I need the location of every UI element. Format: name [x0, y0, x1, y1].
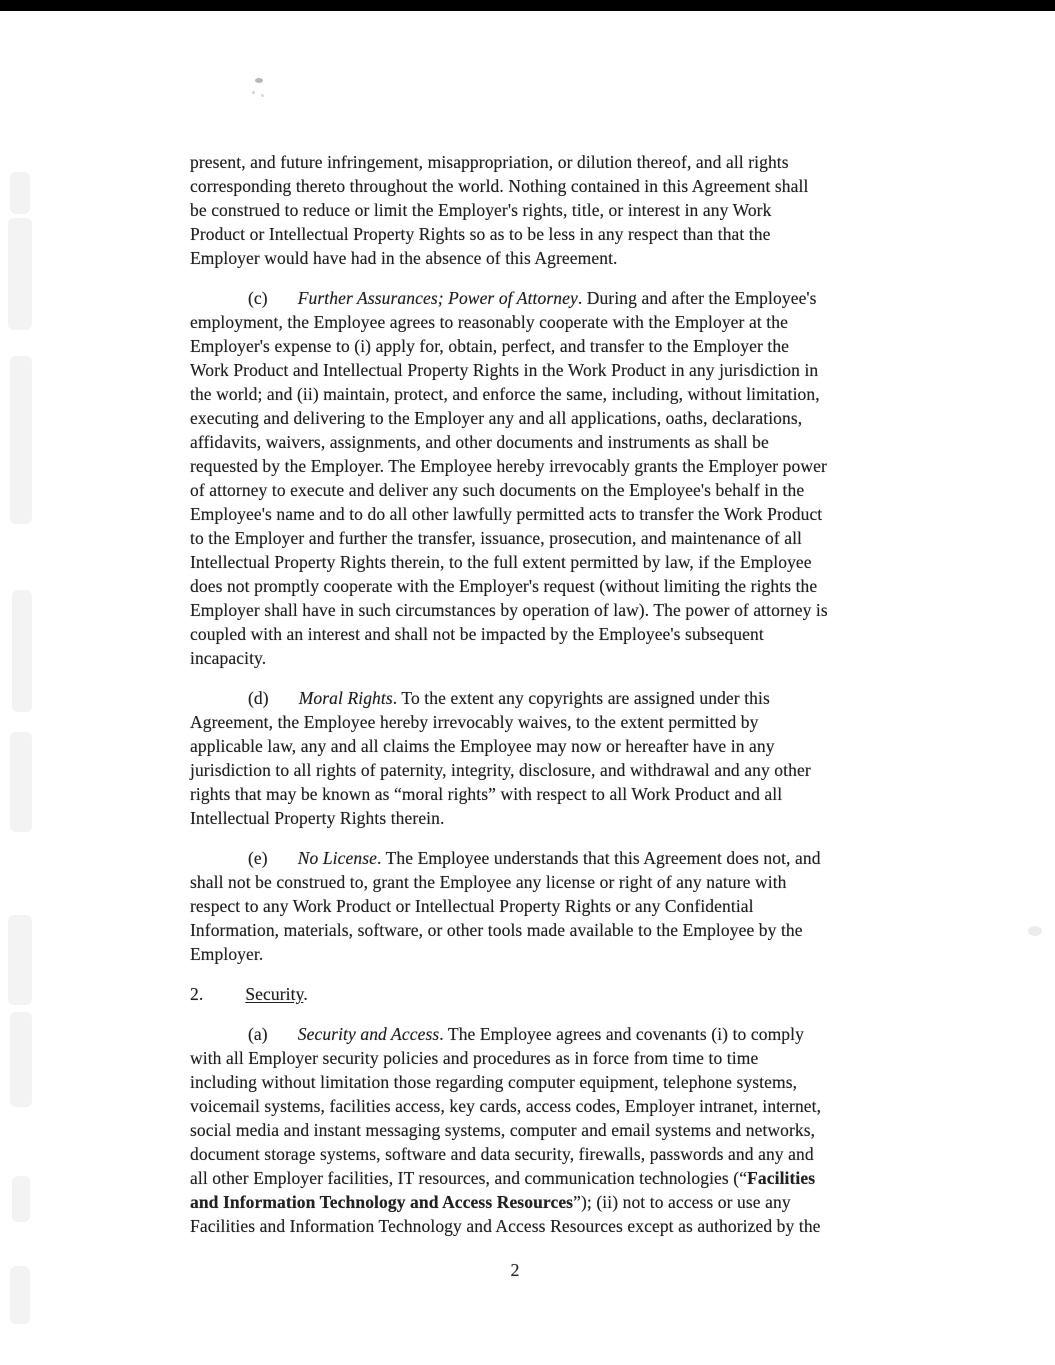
- text-segment: rights that may be known as “moral rights” with respect to all Work Product and all: [190, 784, 783, 804]
- text-segment: executing and delivering to the Employer any and all applications, oaths, declarations,: [190, 408, 803, 428]
- text-line: [190, 942, 916, 966]
- text-segment: corresponding thereto throughout the world. Nothing contained in this Agreement shall: [190, 176, 809, 196]
- text-line: [190, 478, 916, 502]
- text-segment: social media and instant messaging systems, computer and email systems and networks,: [190, 1120, 816, 1140]
- text-segment: Employee's name and to do all other lawfully permitted acts to transfer the Work Product: [190, 504, 823, 524]
- text-segment: No License: [297, 848, 377, 868]
- text-segment: with all Employer security policies and procedures as in force from time to time: [190, 1048, 759, 1068]
- text-segment: Moral Rights: [298, 688, 393, 708]
- tab-space: [269, 703, 299, 704]
- text-segment: applicable law, any and all claims the Employee may now or hereafter have in any: [190, 736, 775, 756]
- text-line: [190, 406, 916, 430]
- text-line: [190, 622, 916, 646]
- text-line: [190, 1166, 916, 1190]
- text-line: [190, 198, 916, 222]
- text-segment: voicemail systems, facilities access, key cards, access codes, Employer intranet, internet,: [190, 1096, 822, 1116]
- text-line: [190, 846, 916, 870]
- text-segment: Work Product and Intellectual Property Rights in the Work Product in any jurisdiction in: [190, 360, 819, 380]
- text-segment: and Information Technology and Access Resources: [190, 1192, 574, 1212]
- text-segment: affidavits, waivers, assignments, and other documents and instruments as shall be: [190, 432, 769, 452]
- text-line: [190, 598, 916, 622]
- text-segment: Security: [245, 984, 304, 1004]
- text-line: [190, 758, 916, 782]
- text-line: [190, 526, 916, 550]
- text-segment: employment, the Employee agrees to reasonably cooperate with the Employer at the: [190, 312, 788, 332]
- paragraph-intro: [190, 150, 916, 270]
- text-segment: be construed to reduce or limit the Employer's rights, title, or interest in any Work: [190, 200, 772, 220]
- text-line: [190, 982, 916, 1006]
- text-segment: does not promptly cooperate with the Employer's request (without limiting the rights the: [190, 576, 818, 596]
- text-line: [190, 222, 916, 246]
- text-segment: . The Employee agrees and covenants (i) to comply: [439, 1024, 804, 1044]
- text-segment: to the Employer and further the transfer, issuance, prosecution, and maintenance of all: [190, 528, 803, 548]
- scanner-edge-bar: [0, 0, 1055, 11]
- tab-space: [268, 303, 298, 304]
- text-segment: Security and Access: [297, 1024, 440, 1044]
- tab-space: [203, 999, 245, 1000]
- text-line: [190, 1142, 916, 1166]
- scan-artifact: [10, 732, 32, 832]
- text-line: [190, 646, 916, 670]
- text-line: [190, 174, 916, 198]
- text-line: [190, 550, 916, 574]
- text-segment: Employer would have had in the absence of this Agreement.: [190, 248, 618, 268]
- text-line: [190, 454, 916, 478]
- text-segment: Further Assurances; Power of Attorney: [297, 288, 578, 308]
- text-segment: Employer's expense to (i) apply for, obtain, perfect, and transfer to the Employer the: [190, 336, 790, 356]
- text-line: [190, 894, 916, 918]
- scan-speck: [1028, 926, 1042, 936]
- text-line: [190, 686, 916, 710]
- paragraph-e-no-license: [190, 846, 916, 966]
- text-segment: (c): [248, 288, 268, 308]
- scan-speck: [261, 94, 264, 97]
- text-line: [190, 334, 916, 358]
- text-segment: all other Employer facilities, IT resources, and communication technologies (“: [190, 1168, 748, 1188]
- text-segment: coupled with an interest and shall not be impacted by the Employee's subsequent: [190, 624, 764, 644]
- text-segment: present, and future infringement, misappropriation, or dilution thereof, and all rights: [190, 152, 789, 172]
- text-segment: Intellectual Property Rights therein.: [190, 808, 445, 828]
- text-line: [190, 574, 916, 598]
- text-segment: jurisdiction to all rights of paternity, integrity, disclosure, and withdrawal and any other: [190, 760, 811, 780]
- scan-speck: [255, 78, 263, 83]
- scan-artifact: [10, 1012, 32, 1107]
- tab-space: [190, 863, 248, 864]
- text-line: [190, 286, 916, 310]
- text-line: [190, 870, 916, 894]
- text-segment: . To the extent any copyrights are assigned under this: [392, 688, 770, 708]
- text-line: [190, 918, 916, 942]
- text-segment: Facilities and Information Technology and Access Resources except as authorized by the: [190, 1216, 821, 1236]
- scan-artifact: [12, 590, 32, 712]
- scan-artifact: [10, 1266, 30, 1324]
- tab-space: [268, 863, 298, 864]
- scan-artifact: [8, 915, 32, 1005]
- page-number: 2: [510, 1260, 520, 1280]
- text-line: [190, 430, 916, 454]
- paragraph-c-further-assurances: [190, 286, 916, 670]
- text-segment: Agreement, the Employee hereby irrevocably waives, to the extent permitted by: [190, 712, 759, 732]
- text-line: [190, 246, 916, 270]
- scan-speck: [252, 91, 255, 94]
- text-line: [190, 150, 916, 174]
- paragraph-a-security-and-access: [190, 1022, 916, 1238]
- text-segment: shall not be construed to, grant the Employee any license or right of any nature with: [190, 872, 787, 892]
- tab-space: [190, 1039, 248, 1040]
- text-line: [190, 1094, 916, 1118]
- text-segment: Employer shall have in such circumstances by operation of law). The power of attorney is: [190, 600, 828, 620]
- text-segment: (d): [248, 688, 269, 708]
- text-line: [190, 358, 916, 382]
- text-segment: Product or Intellectual Property Rights so as to be less in any respect than that the: [190, 224, 771, 244]
- scan-artifact: [10, 356, 32, 524]
- text-segment: document storage systems, software and data security, firewalls, passwords and any and: [190, 1144, 814, 1164]
- text-segment: the world; and (ii) maintain, protect, and enforce the same, including, without limitation,: [190, 384, 820, 404]
- text-segment: (e): [248, 848, 268, 868]
- paragraph-heading-security: [190, 982, 916, 1006]
- text-line: [190, 1022, 916, 1046]
- text-segment: requested by the Employer. The Employee hereby irrevocably grants the Employer power: [190, 456, 827, 476]
- text-segment: Facilities: [747, 1168, 816, 1188]
- text-segment: Employer.: [190, 944, 264, 964]
- scan-artifact: [12, 1176, 30, 1222]
- text-segment: .: [303, 984, 308, 1004]
- text-segment: 2.: [190, 984, 204, 1004]
- text-segment: Intellectual Property Rights therein, to the full extent permitted by law, if the Employee: [190, 552, 812, 572]
- text-line: [190, 1190, 916, 1214]
- text-segment: incapacity.: [190, 648, 267, 668]
- text-line: [190, 1070, 916, 1094]
- text-line: [190, 782, 916, 806]
- text-segment: . During and after the Employee's: [577, 288, 817, 308]
- text-segment: ”); (ii) not to access or use any: [573, 1192, 791, 1212]
- text-line: [190, 1214, 916, 1238]
- text-line: [190, 502, 916, 526]
- text-segment: respect to any Work Product or Intellectual Property Rights or any Confidential: [190, 896, 754, 916]
- text-segment: of attorney to execute and deliver any such documents on the Employee's behalf in the: [190, 480, 805, 500]
- text-line: [190, 734, 916, 758]
- text-line: [190, 382, 916, 406]
- text-segment: . The Employee understands that this Agreement does not, and: [377, 848, 821, 868]
- text-line: [190, 1046, 916, 1070]
- paragraph-d-moral-rights: [190, 686, 916, 830]
- text-segment: including without limitation those regarding computer equipment, telephone systems,: [190, 1072, 798, 1092]
- tab-space: [190, 303, 248, 304]
- tab-space: [268, 1039, 298, 1040]
- text-line: [190, 710, 916, 734]
- tab-space: [190, 703, 248, 704]
- scan-artifact: [10, 172, 30, 214]
- text-line: [190, 806, 916, 830]
- text-line: [190, 1118, 916, 1142]
- text-segment: Information, materials, software, or other tools made available to the Employee by the: [190, 920, 803, 940]
- text-segment: (a): [248, 1024, 268, 1044]
- document-body: [190, 150, 916, 1238]
- scan-artifact: [8, 218, 32, 330]
- text-line: [190, 310, 916, 334]
